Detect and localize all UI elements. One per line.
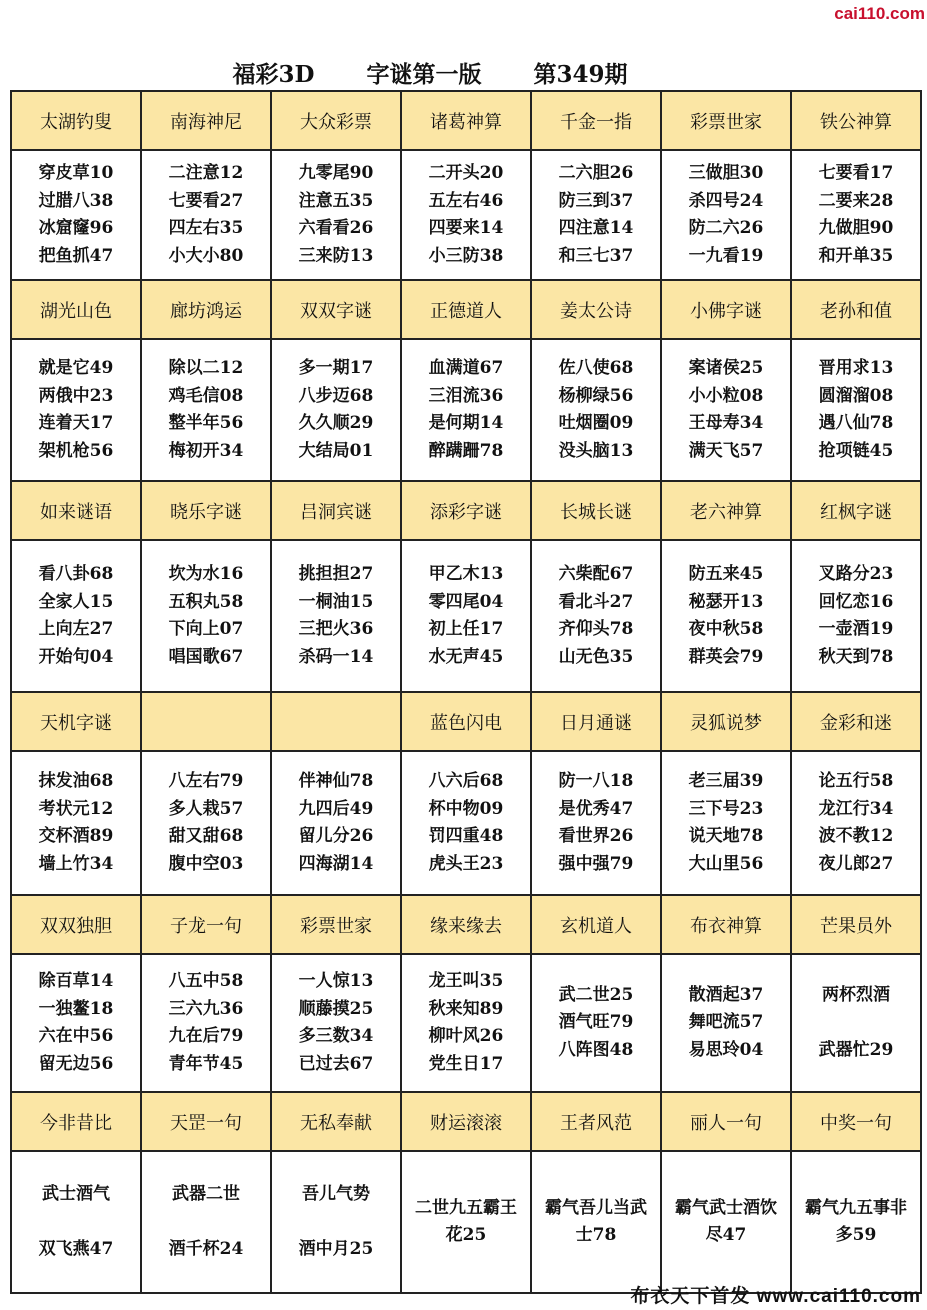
riddle-cell — [401, 1151, 531, 1293]
riddle-cell — [271, 540, 401, 692]
riddle-line: 双飞燕47 — [38, 1239, 114, 1259]
riddle-cell — [531, 1151, 661, 1293]
riddle-line: 舞吧流57 — [688, 1012, 764, 1033]
riddle-line: 叉路分23 — [818, 564, 894, 584]
riddle-line: 九在后79 — [168, 1026, 244, 1046]
riddle-cell — [661, 150, 791, 280]
riddle-cell — [661, 751, 791, 895]
riddle-cell — [11, 954, 141, 1092]
riddle-line: 八阵图48 — [558, 1039, 634, 1060]
riddle-line: 零四尾04 — [428, 591, 504, 612]
riddle-line: 墙上竹34 — [38, 853, 114, 874]
riddle-line: 过腊八38 — [38, 190, 114, 211]
riddle-line: 考状元12 — [38, 798, 114, 819]
predictor-name: 红枫字谜 — [791, 481, 921, 540]
predictor-name: 彩票世家 — [271, 895, 401, 954]
riddle-cell — [271, 954, 401, 1092]
riddle-line: 波不教12 — [818, 826, 894, 846]
predictor-name: 芒果员外 — [791, 895, 921, 954]
predictor-name: 姜太公诗 — [531, 280, 661, 339]
riddle-line: 龙江行34 — [818, 798, 894, 819]
riddle-line: 三泪流36 — [428, 385, 504, 406]
predictor-name: 大众彩票 — [271, 91, 401, 150]
predictor-name: 如来谜语 — [11, 481, 141, 540]
predictor-name — [271, 692, 401, 751]
header-row — [11, 481, 921, 540]
riddle-line: 二注意12 — [168, 163, 244, 183]
riddle-line: 和三七37 — [558, 245, 634, 266]
riddle-cell — [401, 954, 531, 1092]
riddle-line: 整半年56 — [168, 413, 244, 433]
riddle-line: 青年节45 — [168, 1053, 244, 1074]
predictor-name: 廊坊鸿运 — [141, 280, 271, 339]
riddle-line: 四海湖14 — [298, 853, 374, 874]
riddle-line: 圆溜溜08 — [818, 385, 894, 406]
riddle-cell — [661, 954, 791, 1092]
riddle-line: 武士酒气 — [42, 1183, 110, 1204]
riddle-cell — [11, 540, 141, 692]
riddle-line: 秋天到78 — [818, 646, 894, 667]
predictor-name: 南海神尼 — [141, 91, 271, 150]
predictor-name: 蓝色闪电 — [401, 692, 531, 751]
riddle-line: 虎头王23 — [428, 853, 504, 874]
predictor-name: 中奖一句 — [791, 1092, 921, 1151]
riddle-line: 防三到37 — [558, 190, 634, 211]
predictor-name: 吕洞宾谜 — [271, 481, 401, 540]
predictor-name: 丽人一句 — [661, 1092, 791, 1151]
riddle-cell — [791, 1151, 921, 1293]
predictor-name: 玄机道人 — [531, 895, 661, 954]
riddle-line: 吐烟圈09 — [558, 413, 634, 433]
riddle-line: 杀四号24 — [688, 190, 764, 211]
line-spacer — [12, 1208, 140, 1236]
riddle-cell — [271, 150, 401, 280]
predictor-name: 双双字谜 — [271, 280, 401, 339]
riddle-table — [10, 90, 922, 1294]
line-spacer — [272, 1208, 400, 1236]
title-edition: 字谜第一版 — [366, 61, 482, 88]
riddle-line: 六看看26 — [298, 218, 374, 238]
riddle-line: 酒千杯24 — [168, 1239, 244, 1259]
riddle-line: 坎为水16 — [168, 564, 244, 584]
riddle-line: 王母寿34 — [688, 413, 764, 433]
riddle-cell — [141, 954, 271, 1092]
header-row — [11, 895, 921, 954]
riddle-cell — [661, 339, 791, 481]
header-row — [11, 692, 921, 751]
predictor-name: 财运滚滚 — [401, 1092, 531, 1151]
riddle-line: 顺藤摸25 — [298, 998, 374, 1019]
riddle-cell — [401, 751, 531, 895]
riddle-line: 案诸侯25 — [688, 358, 764, 378]
riddle-line: 杯中物09 — [428, 798, 504, 819]
title-lottery: 福彩3D — [232, 61, 315, 88]
riddle-cell — [401, 339, 531, 481]
riddle-line: 抢项链45 — [818, 440, 894, 461]
predictor-name: 王者风范 — [531, 1092, 661, 1151]
riddle-line: 齐仰头78 — [558, 619, 634, 639]
riddle-line: 三六九36 — [168, 998, 244, 1019]
riddle-line: 除百草14 — [38, 971, 114, 991]
riddle-line: 二六胆26 — [558, 163, 634, 183]
riddle-line: 大山里56 — [688, 853, 764, 874]
riddle-line: 老三届39 — [688, 771, 764, 791]
riddle-line: 九四后49 — [298, 798, 374, 819]
predictor-name: 湖光山色 — [11, 280, 141, 339]
riddle-line: 武器忙29 — [818, 1040, 894, 1060]
riddle-line: 五积丸58 — [168, 591, 244, 612]
riddle-line: 开始句04 — [38, 646, 114, 667]
riddle-line: 鸡毛信08 — [168, 385, 244, 406]
riddle-line: 连着天17 — [38, 413, 114, 433]
riddle-cell — [791, 954, 921, 1092]
riddle-line: 多三数34 — [298, 1026, 374, 1046]
riddle-line: 一人惊13 — [298, 971, 374, 991]
riddle-line: 挑担担27 — [298, 564, 374, 584]
predictor-name: 老孙和值 — [791, 280, 921, 339]
riddle-line: 七要看27 — [168, 190, 244, 211]
title-issue: 第349期 — [533, 61, 628, 88]
riddle-line: 小小粒08 — [688, 385, 764, 406]
riddle-line: 八步迈68 — [298, 385, 374, 406]
riddle-line: 架机枪56 — [38, 440, 114, 461]
riddle-cell — [531, 339, 661, 481]
riddle-line: 初上任17 — [428, 619, 504, 639]
riddle-cell — [11, 339, 141, 481]
riddle-row — [11, 1151, 921, 1293]
predictor-name: 长城长谜 — [531, 481, 661, 540]
riddle-line: 强中强79 — [558, 853, 634, 874]
riddle-line: 二世九五霸王花25 — [415, 1198, 517, 1245]
riddle-line: 是优秀47 — [558, 798, 634, 819]
riddle-line: 久久顺29 — [298, 413, 374, 433]
riddle-line: 酒中月25 — [298, 1239, 374, 1259]
predictor-name: 彩票世家 — [661, 91, 791, 150]
predictor-name: 双双独胆 — [11, 895, 141, 954]
riddle-cell — [141, 751, 271, 895]
riddle-line: 八六后68 — [428, 771, 504, 791]
riddle-cell — [141, 150, 271, 280]
riddle-line: 酒气旺79 — [558, 1012, 634, 1033]
riddle-line: 一桐油15 — [298, 591, 374, 612]
riddle-line: 水无声45 — [428, 646, 504, 667]
riddle-line: 二开头20 — [428, 163, 504, 183]
riddle-line: 四左右35 — [168, 218, 244, 238]
riddle-cell — [401, 150, 531, 280]
riddle-line: 看八卦68 — [38, 564, 114, 584]
predictor-name: 天机字谜 — [11, 692, 141, 751]
riddle-line: 甜又甜68 — [168, 826, 244, 846]
predictor-name: 太湖钓叟 — [11, 91, 141, 150]
riddle-line: 留无边56 — [38, 1053, 114, 1074]
header-row — [11, 91, 921, 150]
header-row — [11, 1092, 921, 1151]
predictor-name: 缘来缘去 — [401, 895, 531, 954]
riddle-line: 吾儿气势 — [302, 1183, 370, 1204]
riddle-cell — [531, 540, 661, 692]
predictor-name: 今非昔比 — [11, 1092, 141, 1151]
riddle-line: 多人栽57 — [168, 798, 244, 819]
predictor-name: 无私奉献 — [271, 1092, 401, 1151]
riddle-line: 说天地78 — [688, 826, 764, 846]
riddle-line: 柳叶风26 — [428, 1026, 504, 1046]
riddle-line: 冰窟窿96 — [38, 218, 114, 238]
riddle-line: 武器二世 — [172, 1183, 240, 1204]
riddle-cell — [11, 150, 141, 280]
riddle-line: 全家人15 — [38, 591, 114, 612]
riddle-line: 九做胆90 — [818, 218, 894, 238]
riddle-cell — [271, 751, 401, 895]
riddle-line: 六在中56 — [38, 1026, 114, 1046]
riddle-cell — [271, 339, 401, 481]
riddle-cell — [791, 339, 921, 481]
riddle-line: 易思玲04 — [688, 1039, 764, 1060]
riddle-line: 留儿分26 — [298, 826, 374, 846]
riddle-line: 龙王叫35 — [428, 971, 504, 991]
riddle-line: 穿皮草10 — [38, 163, 114, 183]
riddle-line: 霸气吾儿当武士78 — [545, 1198, 647, 1245]
riddle-line: 霸气九五事非多59 — [805, 1198, 907, 1245]
riddle-line: 秋来知89 — [428, 998, 504, 1019]
predictor-name: 灵狐说梦 — [661, 692, 791, 751]
riddle-line: 七要看17 — [818, 163, 894, 183]
riddle-line: 一壶酒19 — [818, 619, 894, 639]
riddle-line: 论五行58 — [818, 771, 894, 791]
riddle-line: 秘瑟开13 — [688, 591, 764, 612]
riddle-line: 两杯烈酒 — [822, 984, 890, 1005]
riddle-line: 山无色35 — [558, 646, 634, 667]
predictor-name: 正德道人 — [401, 280, 531, 339]
riddle-row — [11, 339, 921, 481]
page-title — [0, 56, 860, 89]
footer-text: 布衣天下首发 www.cai110.com — [630, 1286, 921, 1307]
riddle-row — [11, 751, 921, 895]
riddle-line: 防一八18 — [558, 771, 634, 791]
riddle-line: 群英会79 — [688, 646, 764, 667]
riddle-cell — [11, 751, 141, 895]
predictor-name: 添彩字谜 — [401, 481, 531, 540]
riddle-line: 夜中秋58 — [688, 619, 764, 639]
riddle-line: 散酒起37 — [688, 984, 764, 1005]
riddle-line: 防五来45 — [688, 564, 764, 584]
riddle-line: 醉蹒跚78 — [428, 440, 504, 461]
predictor-name: 千金一指 — [531, 91, 661, 150]
riddle-line: 五左右46 — [428, 190, 504, 211]
riddle-line: 小三防38 — [428, 245, 504, 266]
riddle-line: 三把火36 — [298, 619, 374, 639]
riddle-line: 满天飞57 — [688, 440, 764, 461]
riddle-line: 六柴配67 — [558, 564, 634, 584]
riddle-row — [11, 150, 921, 280]
riddle-line: 四注意14 — [558, 218, 634, 238]
riddle-line: 霸气武士酒饮尽47 — [675, 1198, 777, 1245]
riddle-cell — [11, 1151, 141, 1293]
predictor-name: 老六神算 — [661, 481, 791, 540]
riddle-line: 三做胆30 — [688, 163, 764, 183]
riddle-line: 佐八使68 — [558, 358, 634, 378]
predictor-name: 铁公神算 — [791, 91, 921, 150]
riddle-row — [11, 540, 921, 692]
riddle-line: 多一期17 — [298, 358, 374, 378]
riddle-line: 一独鳌18 — [38, 998, 114, 1019]
predictor-name: 日月通谜 — [531, 692, 661, 751]
riddle-line: 一九看19 — [688, 245, 764, 266]
riddle-cell — [141, 1151, 271, 1293]
predictor-name: 天罡一句 — [141, 1092, 271, 1151]
riddle-line: 杨柳绿56 — [558, 385, 634, 406]
riddle-line: 遇八仙78 — [818, 413, 894, 433]
riddle-line: 九零尾90 — [298, 163, 374, 183]
riddle-line: 把鱼抓47 — [38, 245, 114, 266]
riddle-line: 三来防13 — [298, 245, 374, 266]
riddle-line: 梅初开34 — [168, 440, 244, 461]
predictor-name: 金彩和迷 — [791, 692, 921, 751]
riddle-line: 小大小80 — [168, 245, 244, 266]
riddle-line: 三下号23 — [688, 798, 764, 819]
riddle-line: 夜儿郎27 — [818, 853, 894, 874]
riddle-cell — [401, 540, 531, 692]
riddle-cell — [661, 1151, 791, 1293]
predictor-name: 小佛字谜 — [661, 280, 791, 339]
riddle-line: 回忆恋16 — [818, 591, 894, 612]
riddle-line: 唱国歌67 — [168, 646, 244, 667]
riddle-cell — [661, 540, 791, 692]
line-spacer — [792, 1009, 920, 1037]
riddle-line: 下向上07 — [168, 619, 244, 639]
riddle-line: 武二世25 — [558, 984, 634, 1005]
riddle-line: 是何期14 — [428, 413, 504, 433]
riddle-cell — [531, 954, 661, 1092]
riddle-line: 已过去67 — [298, 1053, 374, 1074]
riddle-cell — [141, 339, 271, 481]
riddle-cell — [791, 751, 921, 895]
predictor-name — [141, 692, 271, 751]
riddle-line: 血满道67 — [428, 358, 504, 378]
riddle-line: 注意五35 — [298, 190, 374, 211]
predictor-name: 子龙一句 — [141, 895, 271, 954]
riddle-line: 抹发油68 — [38, 771, 114, 791]
riddle-cell — [791, 540, 921, 692]
riddle-line: 八五中58 — [168, 971, 244, 991]
line-spacer — [142, 1208, 270, 1236]
riddle-line: 两俄中23 — [38, 385, 114, 406]
riddle-line: 伴神仙78 — [298, 771, 374, 791]
predictor-name: 布衣神算 — [661, 895, 791, 954]
riddle-line: 四要来14 — [428, 218, 504, 238]
riddle-line: 二要来28 — [818, 190, 894, 211]
riddle-cell — [141, 540, 271, 692]
riddle-row — [11, 954, 921, 1092]
predictor-name: 晓乐字谜 — [141, 481, 271, 540]
riddle-line: 甲乙木13 — [428, 564, 504, 584]
riddle-cell — [531, 150, 661, 280]
riddle-line: 八左右79 — [168, 771, 244, 791]
riddle-line: 就是它49 — [38, 358, 114, 378]
riddle-line: 杀码一14 — [298, 646, 374, 667]
riddle-line: 和开单35 — [818, 245, 894, 266]
riddle-cell — [531, 751, 661, 895]
riddle-line: 罚四重48 — [428, 826, 504, 846]
riddle-line: 腹中空03 — [168, 853, 244, 874]
riddle-line: 看北斗27 — [558, 591, 634, 612]
riddle-line: 交杯酒89 — [38, 826, 114, 846]
riddle-cell — [271, 1151, 401, 1293]
riddle-line: 没头脑13 — [558, 440, 634, 461]
riddle-line: 上向左27 — [38, 619, 114, 639]
predictor-name: 诸葛神算 — [401, 91, 531, 150]
riddle-line: 党生日17 — [428, 1053, 504, 1074]
riddle-cell — [791, 150, 921, 280]
riddle-line: 防二六26 — [688, 218, 764, 238]
riddle-line: 除以二12 — [168, 358, 244, 378]
riddle-line: 大结局01 — [298, 440, 374, 461]
brand-logo-text: cai110.com — [834, 4, 925, 23]
riddle-line: 看世界26 — [558, 826, 634, 846]
header-row — [11, 280, 921, 339]
riddle-line: 晋用求13 — [818, 358, 894, 378]
